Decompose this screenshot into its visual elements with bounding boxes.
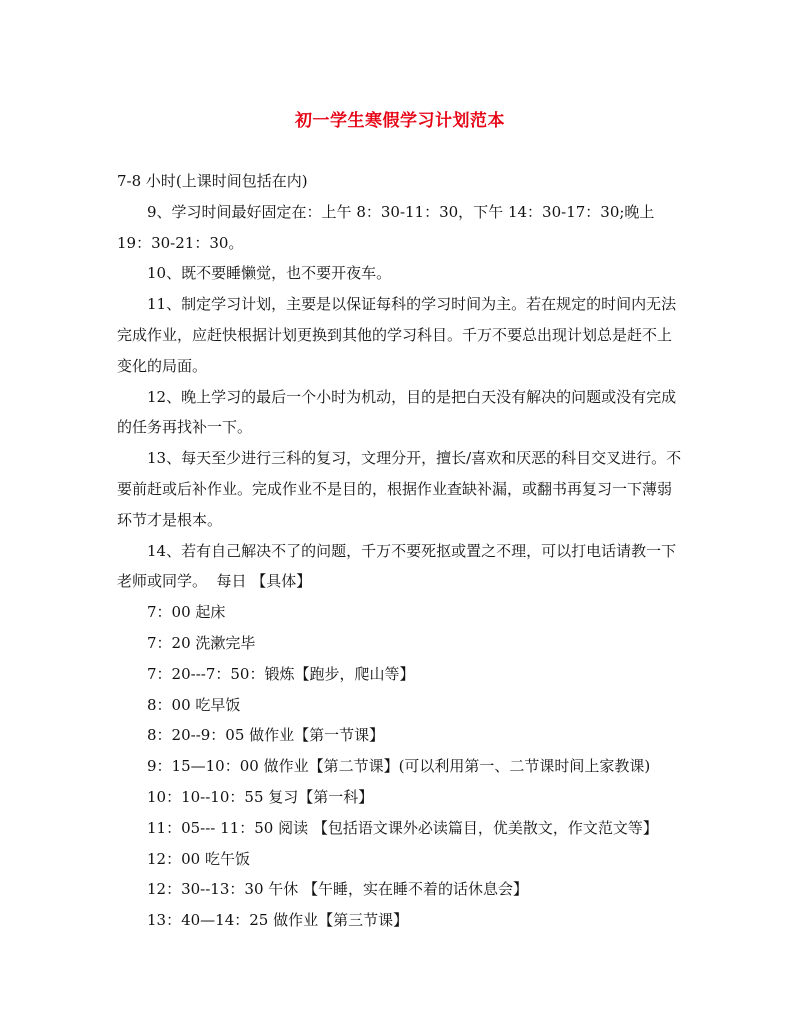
schedule-item: 8：00 吃早饭	[147, 695, 241, 714]
schedule-item: 7：20---7：50：锻炼【跑步，爬山等】	[147, 664, 415, 683]
paragraph-item-10: 10、既不要睡懒觉，也不要开夜车。	[147, 264, 392, 283]
document-title: 初一学生寒假学习计划范本	[295, 111, 505, 131]
paragraph-item-12: 12、晚上学习的最后一个小时为机动，目的是把白天没有解决的问题或没有完成的任务再找补一下。	[117, 387, 677, 437]
schedule-item: 10：10--10：55 复习【第一科】	[147, 787, 374, 806]
schedule-item: 13：40—14：25 做作业【第三节课】	[147, 911, 409, 930]
schedule-item: 7：00 起床	[147, 603, 226, 622]
paragraph-item-11: 11、制定学习计划，主要是以保证每科的学习时间为主。若在规定的时间内无法完成作业，应赶快根据计划更换到其他的学习科目。千万不要总出现计划总是赶不上变化的局面。	[117, 295, 677, 375]
schedule-item: 12：00 吃午饭	[147, 849, 250, 868]
schedule-item: 7：20 洗漱完毕	[147, 633, 256, 652]
schedule-item: 8：20--9：05 做作业【第一节课】	[147, 726, 385, 745]
schedule-item: 11：05--- 11：50 阅读 【包括语文课外必读篇目，优美散文，作文范文等】	[147, 818, 658, 837]
paragraph-item-14: 14、若有自己解决不了的问题，千万不要死抠或置之不理，可以打电话请教一下老师或同学。 每日 【具体】	[117, 541, 677, 591]
paragraph-item-9: 9、学习时间最好固定在：上午 8：30-11：30，下午 14：30-17：30;晚上 19：30-21：30。	[117, 202, 660, 252]
paragraph-study-hours: 7-8 小时(上课时间包括在内)	[117, 172, 308, 190]
daily-schedule	[117, 597, 685, 936]
document-body	[117, 166, 685, 936]
schedule-item: 9：15—10：00 做作业【第二节课】(可以利用第一、二节课时间上家教课)	[147, 757, 651, 776]
paragraph-item-13: 13、每天至少进行三科的复习，文理分开，擅长/喜欢和厌恶的科目交叉进行。不要前赶或后补作业。完成作业不是目的，根据作业查缺补漏，或翻书再复习一下薄弱环节才是根本。	[117, 449, 682, 529]
schedule-item: 12：30--13：30 午休 【午睡，实在睡不着的话休息会】	[147, 880, 529, 899]
